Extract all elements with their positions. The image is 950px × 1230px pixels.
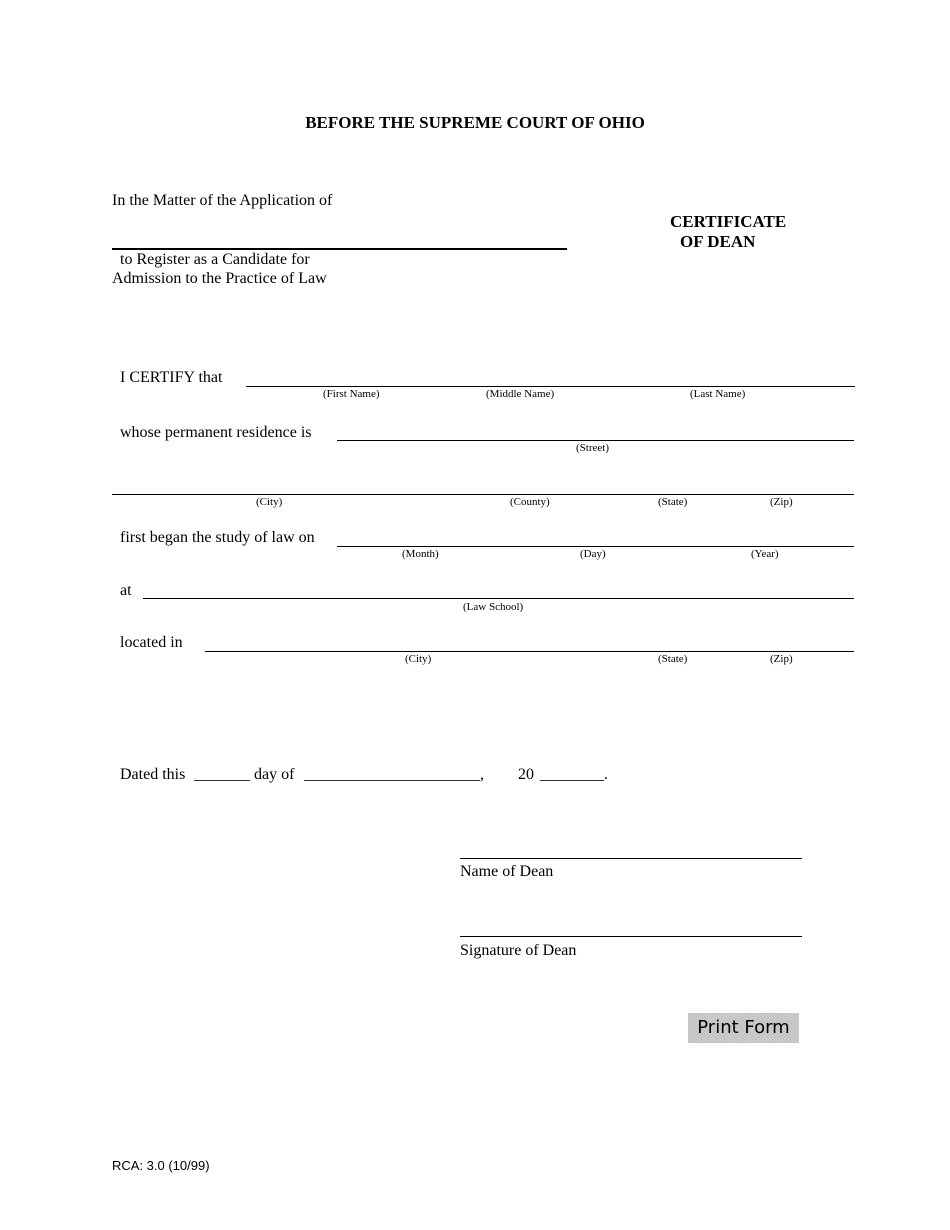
certificate-heading-line-1: CERTIFICATE <box>670 212 787 231</box>
street-caption: (Street) <box>576 442 609 454</box>
middle-name-caption: (Middle Name) <box>486 388 555 400</box>
dated-year-blank[interactable]: ________. <box>540 766 608 783</box>
located-label: located in <box>120 634 183 651</box>
dated-month-blank[interactable]: ______________________, <box>304 766 484 783</box>
certify-label: I CERTIFY that <box>120 369 223 386</box>
certificate-heading-line-2: OF DEAN <box>680 232 756 251</box>
location-zip-caption: (Zip) <box>770 653 793 665</box>
school-location-field[interactable] <box>205 651 854 652</box>
law-school-caption: (Law School) <box>463 601 524 613</box>
certificate-heading <box>670 212 786 252</box>
dean-signature-field[interactable] <box>460 936 802 937</box>
dated-day-blank[interactable]: _______ <box>194 766 250 783</box>
zip-caption: (Zip) <box>770 496 793 508</box>
print-form-button[interactable]: Print Form <box>688 1013 799 1043</box>
law-school-field[interactable] <box>143 598 854 599</box>
study-date-field[interactable] <box>337 546 854 547</box>
last-name-caption: (Last Name) <box>690 388 746 400</box>
month-caption: (Month) <box>402 548 439 560</box>
dean-name-field[interactable] <box>460 858 802 859</box>
year-prefix: 20 <box>518 766 534 783</box>
location-city-caption: (City) <box>405 653 432 665</box>
location-state-caption: (State) <box>658 653 688 665</box>
city-county-state-zip-field[interactable] <box>112 494 854 495</box>
residence-label: whose permanent residence is <box>120 424 312 441</box>
first-name-caption: (First Name) <box>323 388 380 400</box>
year-caption: (Year) <box>751 548 779 560</box>
name-of-dean-label: Name of Dean <box>460 863 554 880</box>
page-title: BEFORE THE SUPREME COURT OF OHIO <box>305 113 645 132</box>
at-label: at <box>120 582 132 599</box>
signature-of-dean-label: Signature of Dean <box>460 942 577 959</box>
study-label: first began the study of law on <box>120 529 315 546</box>
day-of-label: day of <box>254 766 295 783</box>
dated-label: Dated this <box>120 766 186 783</box>
applicant-name-field[interactable] <box>112 248 567 250</box>
candidate-name-field[interactable] <box>246 386 855 387</box>
matter-line-1: In the Matter of the Application of <box>112 192 333 209</box>
matter-line-3: Admission to the Practice of Law <box>112 270 327 287</box>
state-caption: (State) <box>658 496 688 508</box>
city-caption: (City) <box>256 496 283 508</box>
matter-line-2: to Register as a Candidate for <box>120 251 310 268</box>
form-code: RCA: 3.0 (10/99) <box>112 1158 210 1173</box>
day-caption: (Day) <box>580 548 606 560</box>
county-caption: (County) <box>510 496 550 508</box>
street-field[interactable] <box>337 440 854 441</box>
